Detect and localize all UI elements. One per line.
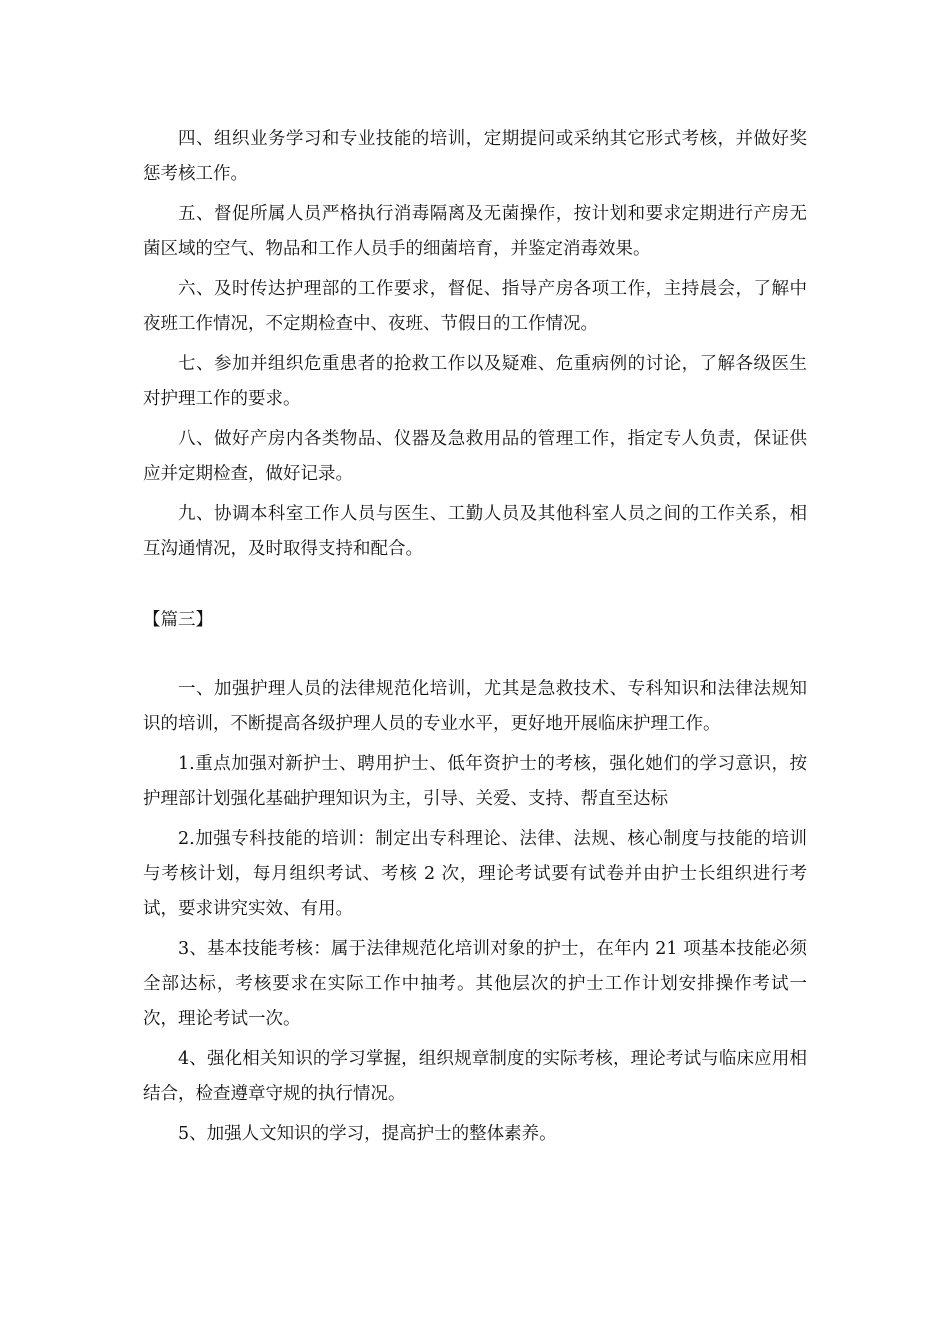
paragraph-subitem-5: 5、加强人文知识的学习，提高护士的整体素养。	[178, 1124, 557, 1144]
paragraph-item-4: 四、组织业务学习和专业技能的培训，定期提问或采纳其它形式考核，并做好奖惩考核工作。	[143, 129, 807, 184]
paragraph-subitem-3: 3、基本技能考核：属于法律规范化培训对象的护士，在年内 21 项基本技能必须全部达标，考核要求在实际工作中抽考。其他层次的护士工作计划安排操作考试一次，理论考试一次。	[143, 939, 807, 1029]
section-heading: 【篇三】	[143, 610, 213, 630]
document-body	[143, 122, 807, 1157]
paragraph-item-8: 八、做好产房内各类物品、仪器及急救用品的管理工作，指定专人负责，保证供应并定期检查，做好记录。	[143, 429, 807, 484]
paragraph-subitem-4: 4、强化相关知识的学习掌握，组织规章制度的实际考核，理论考试与临床应用相结合，检查遵章守规的执行情况。	[143, 1049, 807, 1104]
paragraph-item-7: 七、参加并组织危重患者的抢救工作以及疑难、危重病例的讨论，了解各级医生对护理工作的要求。	[143, 354, 807, 409]
paragraph-subitem-2: 2.加强专科技能的培训：制定出专科理论、法律、法规、核心制度与技能的培训与考核计划，每月组织考试、考核 2 次，理论考试要有试卷并由护士长组织进行考试，要求讲究实效、有用。	[143, 829, 807, 919]
paragraph-part3-1: 一、加强护理人员的法律规范化培训，尤其是急救技术、专科知识和法律法规知识的培训，不断提高各级护理人员的专业水平，更好地开展临床护理工作。	[143, 679, 807, 734]
paragraph-item-5: 五、督促所属人员严格执行消毒隔离及无菌操作，按计划和要求定期进行产房无菌区域的空气、物品和工作人员手的细菌培育，并鉴定消毒效果。	[143, 204, 807, 259]
paragraph-subitem-1: 1.重点加强对新护士、聘用护士、低年资护士的考核，强化她们的学习意识，按护理部计划强化基础护理知识为主，引导、关爱、支持、帮直至达标	[143, 754, 807, 809]
paragraph-item-6: 六、及时传达护理部的工作要求，督促、指导产房各项工作，主持晨会，了解中夜班工作情况，不定期检查中、夜班、节假日的工作情况。	[143, 279, 807, 334]
paragraph-item-9: 九、协调本科室工作人员与医生、工勤人员及其他科室人员之间的工作关系，相互沟通情况，及时取得支持和配合。	[143, 504, 807, 559]
